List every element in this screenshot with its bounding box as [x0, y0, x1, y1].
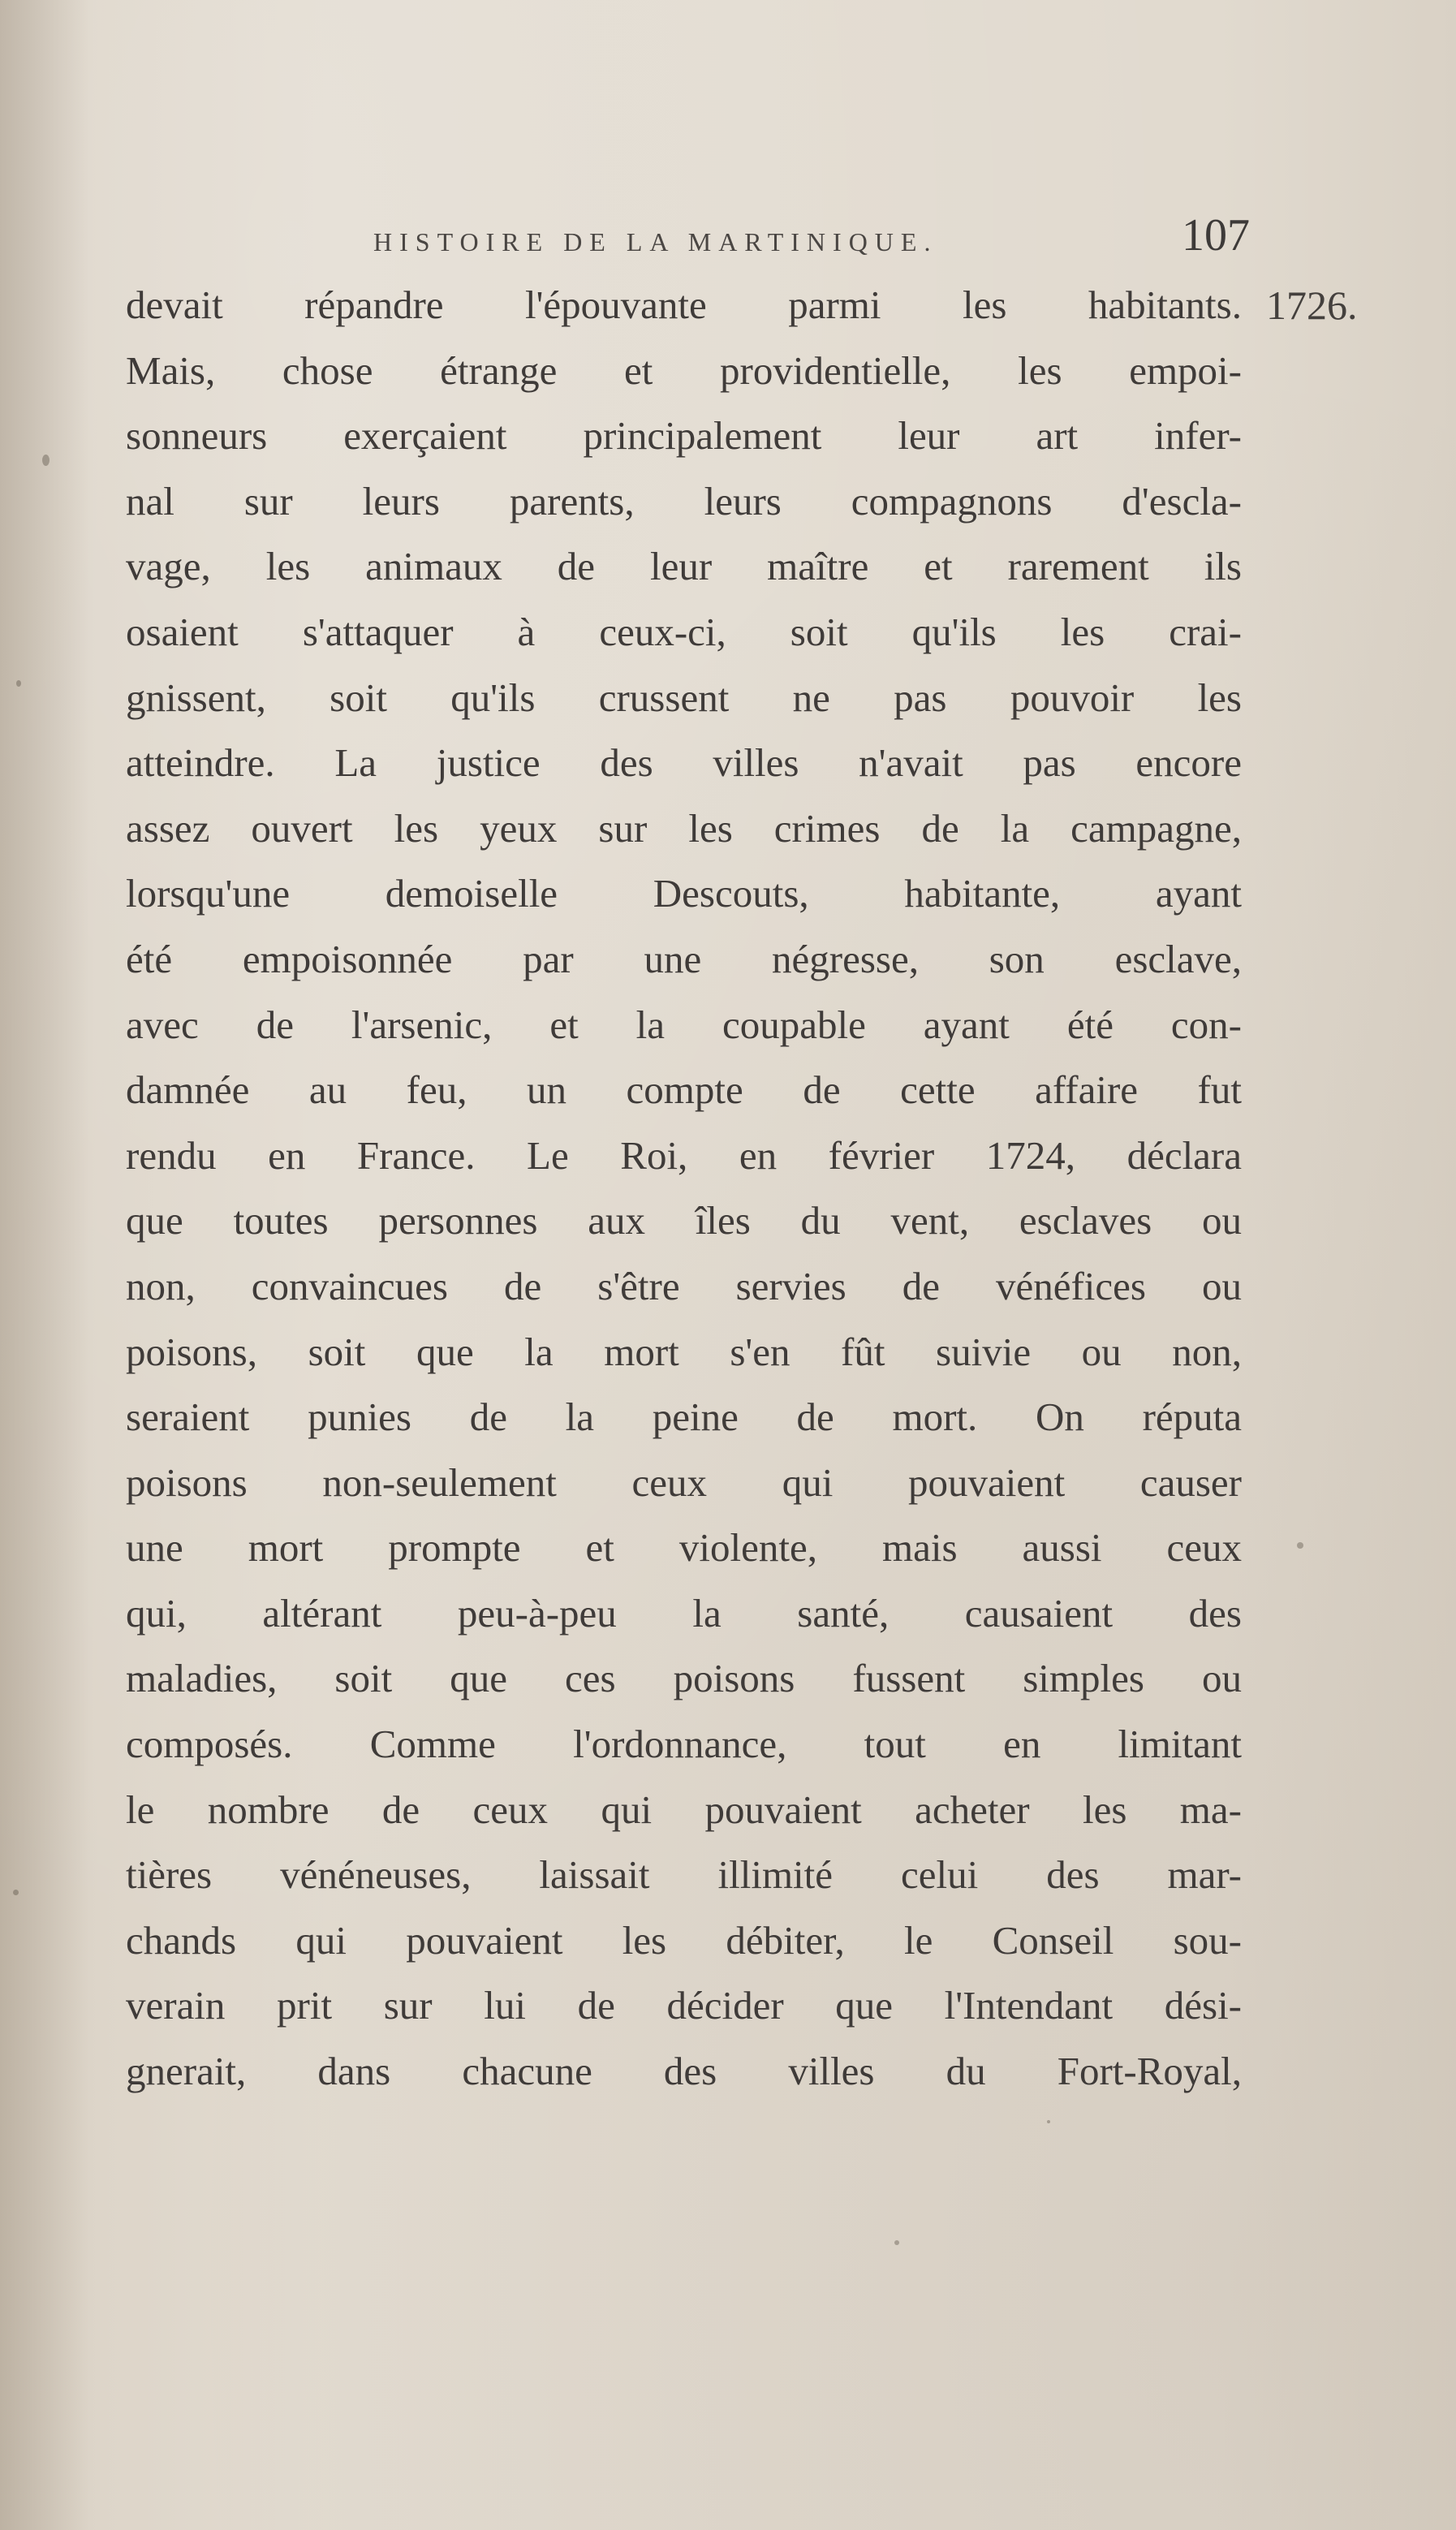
text-line: qui, altérant peu-à-peu la santé, causaient des	[126, 1590, 1242, 1636]
text-line: atteindre. La justice des villes n'avait pas encore	[126, 740, 1242, 786]
text-line: lorsqu'une demoiselle Descouts, habitante, ayant	[126, 871, 1242, 916]
paper-speck	[1047, 2120, 1050, 2123]
text-line: maladies, soit que ces poisons fussent simples ou	[126, 1656, 1242, 1701]
paper-speck	[42, 455, 50, 466]
paper-speck	[894, 2240, 899, 2245]
page-number: 107	[1182, 210, 1250, 261]
text-line: assez ouvert les yeux sur les crimes de la campagne,	[126, 805, 1242, 851]
text-line: osaient s'attaquer à ceux-ci, soit qu'ils les crai-	[126, 609, 1242, 654]
page-header	[373, 209, 1250, 274]
paper-speck	[16, 680, 21, 687]
text-line: gnerait, dans chacune des villes du Fort-Royal,	[126, 2049, 1242, 2094]
text-line: tières vénéneuses, laissait illimité celui des mar-	[126, 1852, 1242, 1898]
text-line: gnissent, soit qu'ils crussent ne pas pouvoir les	[126, 675, 1242, 720]
text-line: nal sur leurs parents, leurs compagnons d'escla-	[126, 478, 1242, 524]
text-line: que toutes personnes aux îles du vent, esclaves ou	[126, 1198, 1242, 1243]
paper-speck	[13, 1890, 19, 1895]
margin-year-note: 1726.	[1266, 282, 1358, 328]
text-line: non, convaincues de s'être servies de vénéfices ou	[126, 1263, 1242, 1308]
text-line: damnée au feu, un compte de cette affaire fut	[126, 1067, 1242, 1113]
text-line: poisons, soit que la mort s'en fût suivie ou non,	[126, 1329, 1242, 1374]
text-line: une mort prompte et violente, mais aussi ceux	[126, 1525, 1242, 1571]
text-line: rendu en France. Le Roi, en février 1724, déclara	[126, 1132, 1242, 1178]
running-head: HISTOIRE DE LA MARTINIQUE.	[373, 227, 938, 256]
body-text	[126, 273, 1242, 2105]
page-gutter-shadow	[0, 0, 89, 2530]
text-line: avec de l'arsenic, et la coupable ayant été con-	[126, 1002, 1242, 1047]
text-line: sonneurs exerçaient principalement leur art infer-	[126, 413, 1242, 459]
text-line: poisons non-seulement ceux qui pouvaient causer	[126, 1459, 1242, 1505]
text-line: vage, les animaux de leur maître et rarement ils	[126, 544, 1242, 589]
text-line: le nombre de ceux qui pouvaient acheter les ma-	[126, 1787, 1242, 1832]
text-line: composés. Comme l'ordonnance, tout en limitant	[126, 1722, 1242, 1767]
text-line: été empoisonnée par une négresse, son esclave,	[126, 936, 1242, 981]
text-line: verain prit sur lui de décider que l'Intendant dési-	[126, 1983, 1242, 2028]
text-line: seraient punies de la peine de mort. On réputa	[126, 1394, 1242, 1440]
text-line: devait répandre l'épouvante parmi les habitants.	[126, 282, 1242, 327]
text-line: Mais, chose étrange et providentielle, les empoi-	[126, 347, 1242, 393]
paper-speck	[1297, 1542, 1303, 1549]
text-line: chands qui pouvaient les débiter, le Conseil sou-	[126, 1917, 1242, 1963]
